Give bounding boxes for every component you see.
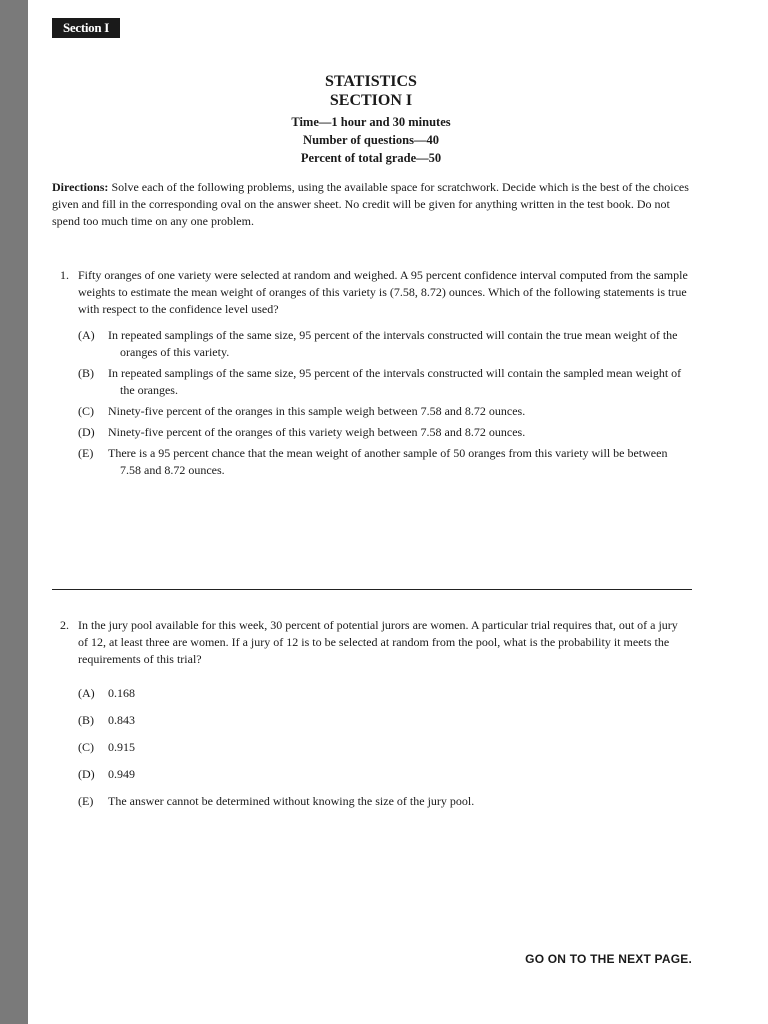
choice-letter: (B)	[78, 713, 94, 727]
choice-d[interactable]	[78, 424, 690, 441]
question-count: Number of questions—40	[303, 133, 439, 147]
question-2	[60, 617, 690, 820]
answer-choices	[60, 327, 690, 479]
page-header	[0, 72, 742, 167]
choice-e[interactable]	[78, 445, 690, 479]
choice-letter: (D)	[78, 767, 95, 781]
section-tab: Section I	[52, 18, 120, 38]
choice-text: 0.843	[108, 713, 135, 727]
question-text: In the jury pool available for this week, 30 percent of potential jurors are women. A particular trial requires that, out of a jury of 12, at least three are women. If a jury of 12 is to be selected at random from the pool, what is the probability it meets the requirements of this trial?	[78, 618, 678, 666]
choice-letter: (D)	[78, 425, 95, 439]
directions-label: Directions:	[52, 180, 109, 194]
choice-text: 0.168	[108, 686, 135, 700]
question-stem	[60, 267, 690, 318]
page-subtitle: SECTION I	[329, 92, 413, 109]
choice-letter: (A)	[78, 686, 95, 700]
choice-b[interactable]	[78, 365, 690, 399]
directions	[52, 179, 692, 230]
choice-letter: (E)	[78, 446, 94, 460]
directions-text: Solve each of the following problems, using the available space for scratchwork. Decide which is the best of the choices given and fill in the corresponding oval on the answer sheet. No credit will be given for anything written in the test book. Do not spend too much time on any one problem.	[52, 180, 689, 228]
choice-a[interactable]	[78, 327, 690, 361]
choice-c[interactable]	[78, 403, 690, 420]
choice-text: Ninety-five percent of the oranges of this variety weigh between 7.58 and 8.72 ounces.	[108, 425, 526, 439]
choice-letter: (C)	[78, 404, 94, 418]
choice-text-continued: the oranges.	[120, 383, 178, 397]
choice-letter: (B)	[78, 366, 94, 380]
choice-letter: (A)	[78, 328, 95, 342]
choice-text: In repeated samplings of the same size, 95 percent of the intervals constructed will contain the true mean weight of the	[108, 328, 678, 342]
page-title: STATISTICS	[325, 73, 417, 90]
question-number: 2.	[60, 618, 69, 632]
choice-text-continued: 7.58 and 8.72 ounces.	[120, 463, 225, 477]
choice-e[interactable]	[78, 793, 690, 810]
choice-letter: (C)	[78, 740, 94, 754]
next-page-notice: GO ON TO THE NEXT PAGE.	[525, 952, 692, 966]
choice-text: In repeated samplings of the same size, 95 percent of the intervals constructed will contain the sampled mean weight of	[108, 366, 682, 380]
choice-text: 0.949	[108, 767, 135, 781]
choice-text: Ninety-five percent of the oranges in this sample weigh between 7.58 and 8.72 ounces.	[108, 404, 526, 418]
answer-choices	[60, 685, 690, 810]
choice-text: There is a 95 percent chance that the mean weight of another sample of 50 oranges from this variety will be between	[108, 446, 668, 460]
choice-a[interactable]	[78, 685, 690, 702]
question-stem	[60, 617, 690, 668]
question-text: Fifty oranges of one variety were selected at random and weighed. A 95 percent confidence interval computed from the sample weights to estimate the mean weight of oranges of this variety is (7.58, 8.72) ounces. Which of the following statements is true with respect to the confidence level used?	[78, 268, 688, 316]
question-1	[60, 267, 690, 483]
time-limit: Time—1 hour and 30 minutes	[291, 115, 451, 129]
question-number: 1.	[60, 268, 69, 282]
choice-d[interactable]	[78, 766, 690, 783]
choice-text: The answer cannot be determined without knowing the size of the jury pool.	[108, 794, 475, 808]
choice-text: 0.915	[108, 740, 135, 754]
grade-percent: Percent of total grade—50	[300, 151, 442, 165]
choice-b[interactable]	[78, 712, 690, 729]
divider-rule	[52, 589, 692, 590]
choice-c[interactable]	[78, 739, 690, 756]
choice-text-continued: oranges of this variety.	[120, 345, 230, 359]
choice-letter: (E)	[78, 794, 94, 808]
